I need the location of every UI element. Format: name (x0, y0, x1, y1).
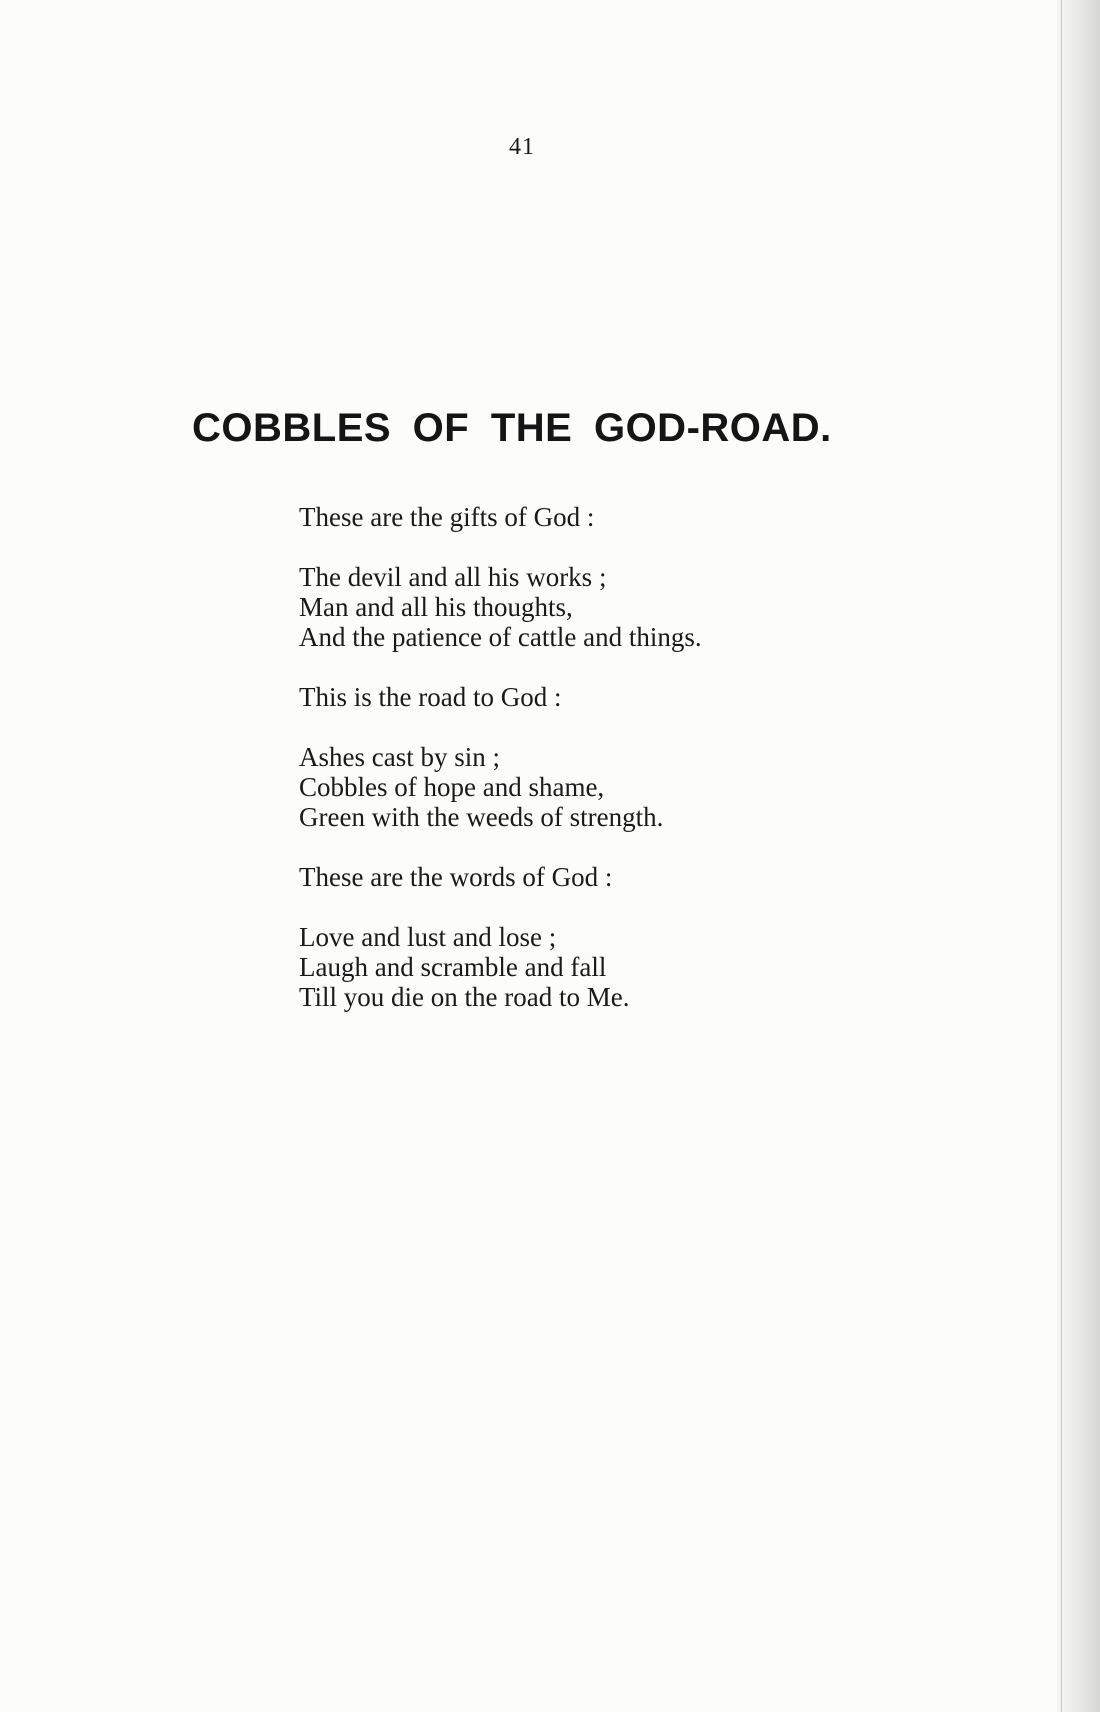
poem-line: The devil and all his works ; (299, 562, 607, 592)
stanza-1 (299, 502, 859, 532)
poem-line: Till you die on the road to Me. (299, 982, 630, 1012)
poem-line: This is the road to God : (299, 682, 562, 712)
stanza-2 (299, 562, 859, 652)
poem-line: These are the gifts of God : (299, 502, 595, 532)
poem-line: Laugh and scramble and fall (299, 952, 607, 982)
poem-line: Ashes cast by sin ; (299, 742, 500, 772)
page-number: 41 (509, 134, 535, 160)
stanza-6 (299, 922, 859, 1012)
poem-line: These are the words of God : (299, 862, 613, 892)
poem-body (299, 502, 859, 1042)
poem-line: Man and all his thoughts, (299, 592, 573, 622)
poem-line: Cobbles of hope and shame, (299, 772, 605, 802)
page-edge (1061, 0, 1100, 1712)
poem-line: And the patience of cattle and things. (299, 622, 702, 652)
stanza-5 (299, 862, 859, 892)
stanza-3 (299, 682, 859, 712)
poem-line: Green with the weeds of strength. (299, 802, 664, 832)
stanza-4 (299, 742, 859, 832)
poem-title: COBBLES OF THE GOD-ROAD. (192, 406, 832, 450)
poem-line: Love and lust and lose ; (299, 922, 557, 952)
